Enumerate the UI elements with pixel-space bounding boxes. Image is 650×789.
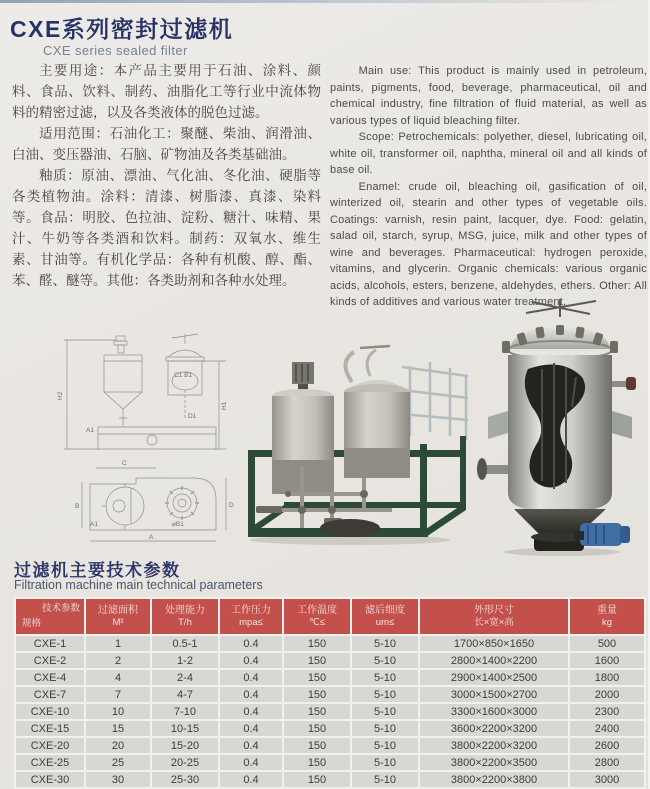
dim-label-h1: H1 <box>221 401 228 410</box>
cell-pressure: 0.4 <box>220 653 282 668</box>
technical-drawing-figure <box>56 330 238 554</box>
header-dimensions: 外形尺寸 长×宽×高 <box>420 599 568 634</box>
intro-en-applications: Enamel: crude oil, bleaching oil, gasification of oil, winterized oil, stearin and other types of vegetable oils. Coatings: varnish, resin paint, lacquer, dye. Food: gelatin, salad oil, starch, syrup, MSG, juice, milk and other types of wine and beverages. Pharmaceutical: hydrogen peroxide, vitamins, and glycerin. Organic chemicals: various organic acids, alcohols, esters, benzene, aldehydes, ethers. Other: All kinds of additives and various water treatment. <box>330 180 647 308</box>
dimension-drawing <box>56 330 238 554</box>
cell-dimensions: 3800×2200×3800 <box>420 772 568 787</box>
header-working-pressure: 工作压力 mpa≤ <box>220 599 282 634</box>
table-section-title-cn: 过滤机主要技术参数 <box>14 561 181 580</box>
cell-capacity: 0.5-1 <box>152 636 218 651</box>
cell-capacity: 20-25 <box>152 755 218 770</box>
spec-table <box>14 597 646 789</box>
table-row <box>16 704 644 719</box>
intro-cn-scope: 适用范围：石油化工：聚醚、柴油、润滑油、白油、变压器油、石脑、矿物油及各类基础油。 <box>12 126 321 162</box>
filter-machine-image <box>232 332 474 548</box>
spec-table-body <box>16 636 644 787</box>
cell-weight: 2300 <box>570 704 644 719</box>
cell-fineness: 5-10 <box>352 755 418 770</box>
cell-area: 2 <box>86 653 150 668</box>
cell-weight: 2800 <box>570 755 644 770</box>
table-row <box>16 636 644 651</box>
cell-model: CXE-4 <box>16 670 84 685</box>
intro-cn-main-use: 主要用途：本产品主要用于石油、涂料、颜料、食品、饮料、制药、油脂化工等行业中流体物料的精密过滤，以及各类液体的脱色过滤。 <box>12 63 321 120</box>
dim-label-b: B <box>75 503 80 510</box>
cell-pressure: 0.4 <box>220 755 282 770</box>
dim-label-d: D <box>229 502 234 509</box>
page-top-edge <box>0 0 650 3</box>
cell-dimensions: 3800×2200×3500 <box>420 755 568 770</box>
cell-temperature: 150 <box>284 636 350 651</box>
cell-area: 25 <box>86 755 150 770</box>
cell-pressure: 0.4 <box>220 738 282 753</box>
cell-fineness: 5-10 <box>352 738 418 753</box>
intro-en-main-use: Main use: This product is mainly used in petroleum, paints, pigments, food, beverage, pharmaceutical, oil and chemical industry, fine filtration of fluid material, as well as various types of liquid bleaching filter. <box>330 65 647 127</box>
cell-dimensions: 2900×1400×2500 <box>420 670 568 685</box>
table-row <box>16 721 644 736</box>
cell-weight: 2600 <box>570 738 644 753</box>
spec-table-header <box>16 599 644 634</box>
cell-dimensions: 3000×1500×2700 <box>420 687 568 702</box>
table-row <box>16 687 644 702</box>
intro-en-scope: Scope: Petrochemicals: polyether, diesel, lubricating oil, white oil, transformer oil, naphtha, mineral oil and all kinds of base oil. <box>330 131 647 176</box>
cell-model: CXE-1 <box>16 636 84 651</box>
cell-fineness: 5-10 <box>352 636 418 651</box>
page-title: CXE系列密封过滤机 <box>10 16 234 42</box>
cell-capacity: 4-7 <box>152 687 218 702</box>
header-fineness: 滤后细度 um≤ <box>352 599 418 634</box>
cell-model: CXE-10 <box>16 704 84 719</box>
cell-pressure: 0.4 <box>220 772 282 787</box>
dim-label-b1: ⌀B1 <box>172 521 184 528</box>
cell-capacity: 15-20 <box>152 738 218 753</box>
table-row <box>16 755 644 770</box>
cell-dimensions: 3600×2200×3200 <box>420 721 568 736</box>
cell-fineness: 5-10 <box>352 704 418 719</box>
cell-temperature: 150 <box>284 687 350 702</box>
cell-model: CXE-15 <box>16 721 84 736</box>
machine-photo-figure <box>232 332 474 548</box>
cell-fineness: 5-10 <box>352 653 418 668</box>
cell-area: 30 <box>86 772 150 787</box>
header-filtration-area: 过滤面积 M² <box>86 599 150 634</box>
cell-dimensions: 3300×1600×3000 <box>420 704 568 719</box>
cell-temperature: 150 <box>284 704 350 719</box>
cell-fineness: 5-10 <box>352 670 418 685</box>
cell-fineness: 5-10 <box>352 687 418 702</box>
dim-label-a1-plan: A1 <box>90 521 98 528</box>
cell-capacity: 10-15 <box>152 721 218 736</box>
cell-dimensions: 2800×1400×2200 <box>420 653 568 668</box>
table-row <box>16 738 644 753</box>
table-row <box>16 653 644 668</box>
corner-label-parameters: 技术参数 <box>41 603 80 614</box>
header-weight: 重量 kg <box>570 599 644 634</box>
corner-label-model: 规格 <box>22 618 42 629</box>
dim-label-c: C <box>122 460 127 467</box>
dim-label-a1-side: A1 <box>86 427 94 434</box>
table-row <box>16 670 644 685</box>
cell-pressure: 0.4 <box>220 670 282 685</box>
cell-pressure: 0.4 <box>220 721 282 736</box>
cell-temperature: 150 <box>284 755 350 770</box>
header-working-temperature: 工作温度 ℃≤ <box>284 599 350 634</box>
cell-pressure: 0.4 <box>220 687 282 702</box>
cell-temperature: 150 <box>284 738 350 753</box>
table-row <box>16 772 644 787</box>
cell-model: CXE-20 <box>16 738 84 753</box>
cell-dimensions: 1700×850×1650 <box>420 636 568 651</box>
intro-chinese <box>12 60 321 291</box>
dim-label-h2: H2 <box>57 391 64 400</box>
cell-pressure: 0.4 <box>220 704 282 719</box>
cell-capacity: 2-4 <box>152 670 218 685</box>
cell-temperature: 150 <box>284 721 350 736</box>
cell-weight: 2000 <box>570 687 644 702</box>
cell-fineness: 5-10 <box>352 721 418 736</box>
cell-area: 15 <box>86 721 150 736</box>
cell-model: CXE-7 <box>16 687 84 702</box>
cell-weight: 1600 <box>570 653 644 668</box>
intro-english <box>330 63 647 311</box>
cell-temperature: 150 <box>284 653 350 668</box>
cell-model: CXE-30 <box>16 772 84 787</box>
cell-temperature: 150 <box>284 772 350 787</box>
page-subtitle: CXE series sealed filter <box>43 43 188 58</box>
cell-weight: 500 <box>570 636 644 651</box>
table-section-title-en: Filtration machine main technical parameters <box>14 578 263 592</box>
cell-capacity: 25-30 <box>152 772 218 787</box>
cell-capacity: 7-10 <box>152 704 218 719</box>
dim-label-a: A <box>149 534 154 541</box>
cell-pressure: 0.4 <box>220 636 282 651</box>
dim-label-d1: D1 <box>188 413 197 420</box>
cell-area: 7 <box>86 687 150 702</box>
intro-cn-applications: 釉质：原油、漂油、气化油、冬化油、硬脂等各类植物油。涂料：清漆、树脂漆、真漆、染料等。食品：明胶、色拉油、淀粉、糖汁、味精、果汁、牛奶等各类酒和饮料。制药：双氧水、维生素、甘油等。有机化学品：各种有机酸、醇、酯、苯、醛、醚等。其他：各类助剂和各种水处理。 <box>12 168 321 288</box>
cell-area: 10 <box>86 704 150 719</box>
cell-weight: 1800 <box>570 670 644 685</box>
header-capacity: 处理能力 T/h <box>152 599 218 634</box>
cell-area: 20 <box>86 738 150 753</box>
sealed-filter-cutaway-image <box>474 297 646 557</box>
cell-area: 1 <box>86 636 150 651</box>
cell-weight: 2400 <box>570 721 644 736</box>
cell-model: CXE-25 <box>16 755 84 770</box>
cell-model: CXE-2 <box>16 653 84 668</box>
cell-capacity: 1-2 <box>152 653 218 668</box>
header-corner-cell <box>16 599 84 634</box>
cell-temperature: 150 <box>284 670 350 685</box>
cell-area: 4 <box>86 670 150 685</box>
filter-vessel-figure <box>474 297 646 557</box>
cell-weight: 3000 <box>570 772 644 787</box>
dim-label-c1b1: C1 B1 <box>174 372 193 379</box>
cell-fineness: 5-10 <box>352 772 418 787</box>
cell-dimensions: 3800×2200×3200 <box>420 738 568 753</box>
